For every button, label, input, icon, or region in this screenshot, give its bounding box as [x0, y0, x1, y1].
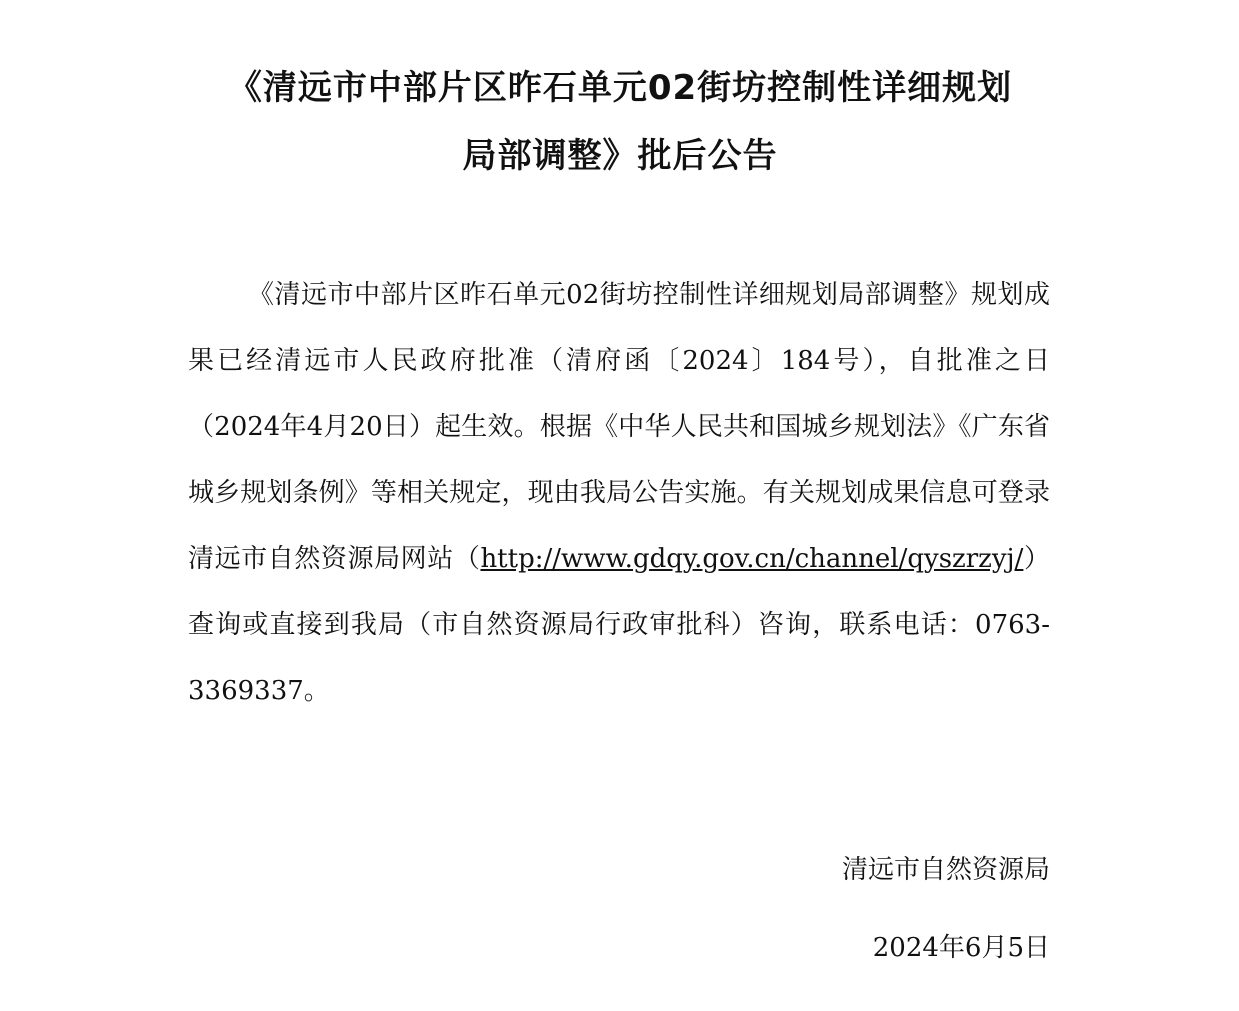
body-text-part-2: ）查询或直接到我局（市自然资源局行政审批科）咨询，联系电话：0763-3369337。 — [188, 544, 1050, 706]
signature-block — [842, 850, 1050, 968]
notice-title — [120, 68, 1120, 176]
body-text-part-1: 《清远市中部片区昨石单元02街坊控制性详细规划局部调整》规划成果已经清远市人民政府批准（清府函〔2024〕184号），自批准之日（2024年4月20日）起生效。根据《中华人民共和国城乡规划法》《广东省城乡规划条例》等相关规定，现由我局公告实施。有关规划成果信息可登录清远市自然资源局网站（ — [188, 280, 1050, 574]
title-line-1: 《清远市中部片区昨石单元02街坊控制性详细规划 — [227, 68, 1013, 108]
website-link[interactable]: http://www.gdqy.gov.cn/channel/qyszrzyj/ — [480, 544, 1024, 574]
issue-date: 2024年6月5日 — [872, 933, 1050, 963]
title-line-2: 局部调整》批后公告 — [462, 136, 778, 176]
issuing-organization: 清远市自然资源局 — [841, 855, 1050, 885]
notice-body — [188, 262, 1050, 724]
